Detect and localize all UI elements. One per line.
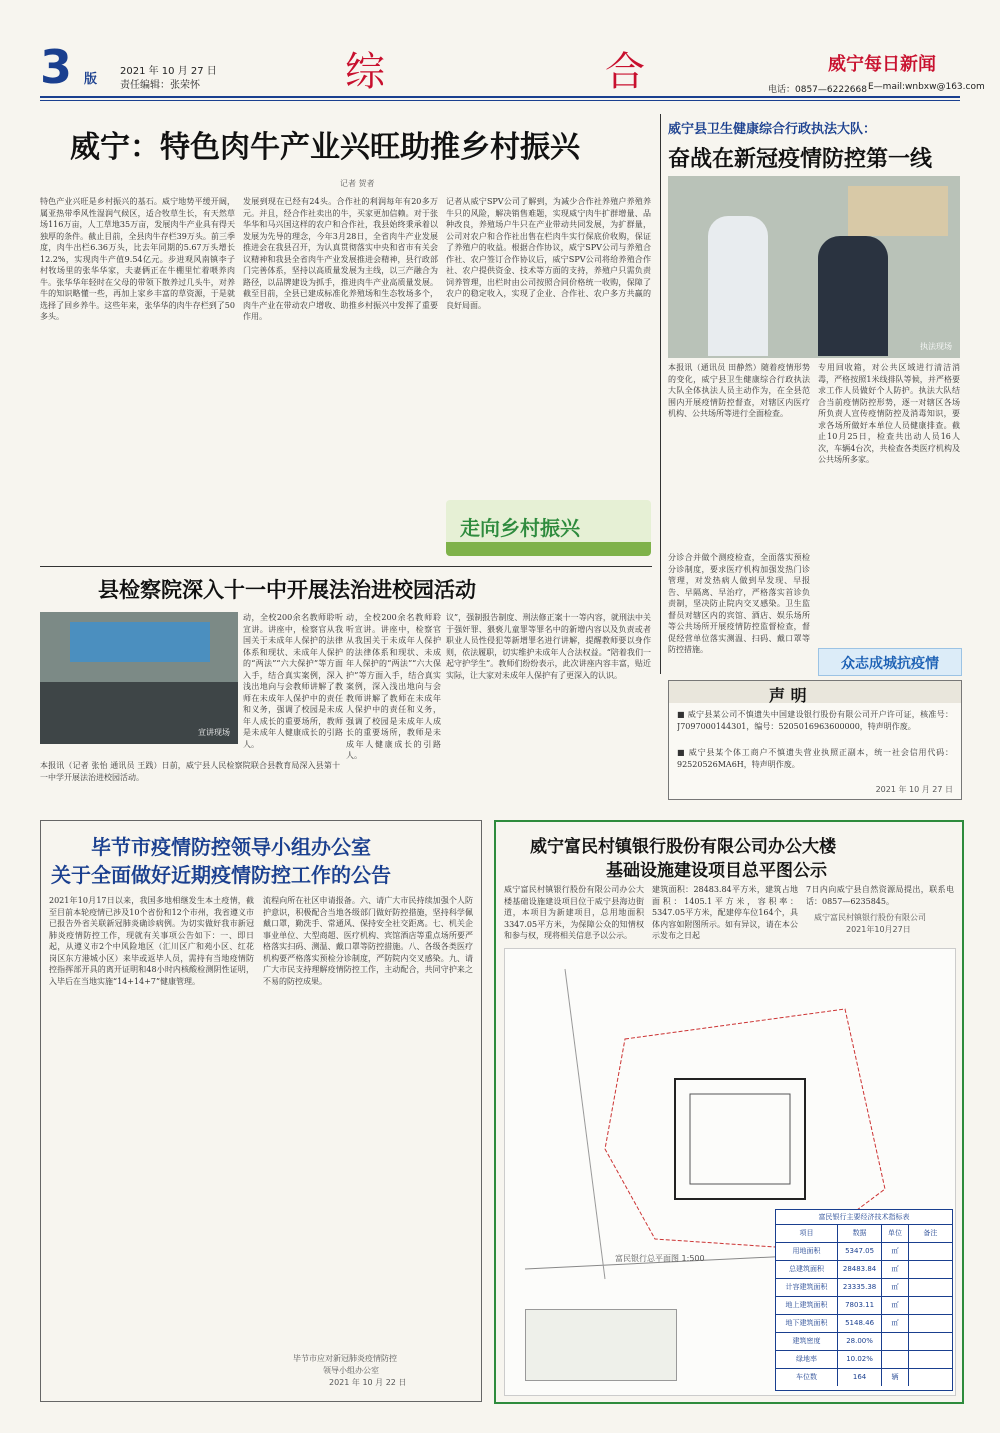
page-number: 3 — [40, 40, 73, 94]
site-plan-drawing — [504, 948, 956, 1396]
table-cell: 总建筑面积 — [776, 1261, 838, 1278]
table-cell: 计容建筑面积 — [776, 1279, 838, 1296]
article5-col1: 威宁富民村镇银行股份有限公司办公大楼基础设施建设项目位于威宁县海边街道，本项目为新建项目，总用地面积3347.05平方米，为保障公众的知情权和参与权，现将相关信息予以公示。 — [504, 885, 644, 940]
table-cell — [909, 1297, 952, 1314]
article4-title-line1: 毕节市疫情防控领导小组办公室 — [91, 835, 371, 859]
table-header-row — [776, 1224, 952, 1242]
table-cell: 绿地率 — [776, 1351, 838, 1368]
road-line-2 — [565, 969, 605, 1279]
article4-col1: 2021年10月17日以来，我国多地相继发生本土疫情，截至目前本轮疫情已涉及10个省份和12个市州，我省遵义市已报告外省关联新冠肺炎确诊病例。为切实做好我市新冠肺炎疫情防控工作，现就有关事项公告如下：一、即日起，从遵义市2个中风险地区（汇川区广和苑小区、红花岗区东方港城小区）来毕或返毕人员，需持有当地疫情防控指挥部开具的离开证明和48小时内核酸检测阴性证明，入毕后在当地实施“14+14+7”健康管理。 — [49, 896, 254, 986]
technical-index-table — [775, 1209, 953, 1391]
article4-date: 2021 年 10 月 22 日 — [329, 1378, 407, 1387]
table-row — [776, 1332, 952, 1350]
table-row — [776, 1296, 952, 1314]
table-cell: ㎡ — [882, 1261, 909, 1278]
photo-screen — [70, 622, 210, 662]
article1-col2: 发展到现在已经有24头。合作社的利润每年有20多万元。并且，经合作社卖出的牛，买家更加信赖。对于张华华和马兴国这样的农户和合作社，我县始终秉承着以发展为先导的理念，今年3月28日，全省肉牛产业发展推进会在我县召开，为认真贯彻落实中央和省市有关会议精神和我县全省肉牛产业发展推进会精神，县行政部门完善体系，坚持以高质量发展为主线，以三产融合为路径，以品牌建设为抓手，推进肉牛产业高质量发展。截至目前，全县已建成标准化养殖场和生态牧场多个，肉牛产业在带动农户增收、助推乡村振兴中发挥了重要作用。 — [243, 197, 438, 321]
table-cell — [909, 1369, 952, 1386]
article3-caption: 本报讯（通讯员 田静然）随着疫情形势的变化，威宁县卫生健康综合行政执法大队全体执法人员主动作为，在全县范围内开展疫情防控督查，对辖区内医疗机构、公共场所等进行全面检查。 — [668, 363, 810, 418]
plan-legend-stamp — [525, 1309, 677, 1381]
table-row — [776, 1350, 952, 1368]
table-cell: 地上建筑面积 — [776, 1297, 838, 1314]
building-footprint — [675, 1079, 805, 1199]
table-cell — [882, 1351, 909, 1368]
photo-figure-doctor — [708, 216, 768, 356]
article3-photo-caption: 执法现场 — [920, 342, 952, 351]
article2-col1: 动，全校200余名教师聆听宣讲。讲座中，检察官从我国关于未成年人保护的法律体系和现状、未成年人保护的“两法”“六大保护”等方面入手，结合真实案例，深入浅出地向与会教师讲解了教师在未成年人保护中的责任和义务，强调了校园是未成年人成长的重要场所，教师是未成年人健康成长的引路人。 — [243, 613, 343, 749]
table-cell: 28.00% — [838, 1333, 882, 1350]
article3-col2: 专用回收箱，对公共区域进行清洁消毒，严格按照1米线排队等候，并严格要求工作人员做好个人防护。执法大队结合当前疫情防控形势，逐一对辖区各场所负责人宣传疫情防控及消毒知识，要求各场所做好本单位人员健康排查。截止10月25日，检查共出动人员16人次，车辆4台次，共检查各类医疗机构及公共场所多家。 — [818, 363, 960, 464]
school-lecture-photo — [40, 612, 238, 744]
table-row — [776, 1278, 952, 1296]
notice-item1: ■ 威宁县某公司不慎遗失中国建设银行股份有限公司开户许可证，核准号：J7097000144301，编号：5205016963600000，特声明作废。 — [677, 710, 953, 731]
banner1-text: 走向乡村振兴 — [460, 516, 580, 540]
article5-date: 2021年10月27日 — [846, 925, 911, 934]
banner-grass — [446, 542, 651, 556]
table-cell — [909, 1243, 952, 1260]
email: E—mail:wnbxw@163.com — [868, 82, 985, 92]
table-row — [776, 1242, 952, 1260]
paper-name: 威宁每日新闻 — [828, 54, 936, 75]
header-rule-thin — [40, 100, 960, 101]
page-suffix: 版 — [84, 72, 98, 87]
article4-title-line2: 关于全面做好近期疫情防控工作的公告 — [51, 863, 391, 887]
issue-date: 2021 年 10 月 27 日 — [120, 66, 217, 77]
table-cell — [909, 1351, 952, 1368]
table-cell: 28483.84 — [838, 1261, 882, 1278]
article1-col1: 特色产业兴旺是乡村振兴的基石。威宁地势平缓开阔，属亚热带季风性湿润气候区，适合牧草生长，有天然草场116万亩，人工草地35万亩，发展肉牛产业具有得天独厚的条件。截止目前，全县肉牛存栏39万头。前三季度，肉牛出栏6.36万头，比去年同期的5.67万头增长12.2%，实现肉牛产值9.54亿元。步进观风南镇李子村牧场里的张华华家，夫妻俩正在牛棚里忙着喂养肉牛。张华华年轻时在父母的带领下散养过几头牛，对养牛的知识略懂一些，再加上家乡丰富的草资源，于是就选择了回乡养牛。这些年来，张华华的肉牛存栏到了50多头。 — [40, 197, 235, 321]
photo-wall-poster — [848, 186, 948, 236]
section-title-char2: 合 — [605, 49, 645, 95]
table-cell: 项目 — [776, 1225, 838, 1242]
notice-title-bar — [669, 681, 961, 703]
article5-title-line1: 威宁富民村镇银行股份有限公司办公大楼 — [530, 837, 836, 857]
table-title: 富民银行主要经济技术指标表 — [818, 1213, 910, 1221]
article5-box — [494, 820, 964, 1404]
table-cell — [882, 1333, 909, 1350]
article5-col2: 建筑面积：28483.84平方米，建筑占地面积：1405.1平方米，容积率：5347.05平方米，配建停车位164个，具体内容如附图所示。如有异议，请在本公示发布之日起 — [652, 885, 798, 940]
table-cell: 数据 — [838, 1225, 882, 1242]
table-row — [776, 1314, 952, 1332]
article2-caption: 本报讯（记者 张怡 通讯员 王践）日前，威宁县人民检察院联合县教育局深入县第十一中学开展法治进校园活动。 — [40, 761, 340, 782]
article2-col2: 议”，强制报告制度、刑法修正案十一等内容，就刑法中关于强奸罪、猥亵儿童罪等罪名中的新增内容以及负责或者职业人员性侵犯等新增罪名进行讲解，提醒教师要以身作则，依法履职，切实维护未成年人合法权益。“陪着我们一起守护学生”。教师们纷纷表示，此次讲座内容丰富，贴近实际，让大家对未成年人保护有了更深入的认识。 — [446, 613, 651, 680]
article1-col3: 记者从威宁SPV公司了解到，为减少合作社养殖户养殖养牛只的风险，解决销售难题，实现威宁肉牛扩群增量、品种改良，养殖场户牛只在产业带动共同发展，为扩群量，公司对农户和合作社出售在栏肉牛实行保底价收购，保证了养殖户的收益。根据合作协议，威宁SPV公司与养殖合作社、农户签订合作协议后，威宁SPV公司将给养殖合作社、农户提供资金、技术等方面的支持，养殖户只需负责饲养管理，出栏时由公司按照合同价格统一收购，保障了农户的稳定收入，实现了企业、合作社、农户多方共赢的良好局面。 — [446, 197, 651, 310]
article5-col3: 7日内向威宁县自然资源局提出，联系电话：0857—6235845。 — [806, 885, 954, 906]
article3-col1: 分诊合并做个测疫检查，全面落实预检分诊制度，要求医疗机构加强发热门诊管理，对发热病人做到早发现、早报告、早隔离、早治疗，严格落实首诊负责制，坚决防止院内交叉感染。卫生监督员对辖区内的宾馆、酒店、娱乐场所等公共场所开展疫情防控监督检查，督促经营单位落实测温、扫码、戴口罩等防控措施。 — [668, 553, 810, 654]
editor: 责任编辑：张荣怀 — [120, 80, 200, 91]
anti-epidemic-banner — [818, 648, 962, 676]
article4-sign2: 领导小组办公室 — [323, 1366, 379, 1375]
section-title-char1: 综 — [345, 49, 385, 95]
table-row — [776, 1260, 952, 1278]
table-cell — [909, 1261, 952, 1278]
article1-title: 威宁：特色肉牛产业兴旺助推乡村振兴 — [70, 130, 580, 165]
article2-col1b: 动，全校200余名教师聆听宣讲。讲座中，检察官从我国关于未成年人保护的法律体系和现状、未成年人保护的“两法”“六大保护”等方面入手，结合真实案例，深入浅出地向与会教师讲解了教师在未成年人保护中的责任和义务，强调了校园是未成年人成长的重要场所，教师是未成年人健康成长的引路人。 — [346, 613, 441, 760]
table-cell: ㎡ — [882, 1279, 909, 1296]
table-cell: 5148.46 — [838, 1315, 882, 1332]
building-inner — [690, 1094, 790, 1184]
table-cell: 7803.11 — [838, 1297, 882, 1314]
table-cell: 164 — [838, 1369, 882, 1386]
table-cell — [909, 1315, 952, 1332]
table-cell: ㎡ — [882, 1297, 909, 1314]
column-divider — [660, 114, 661, 674]
table-cell: 备注 — [923, 1229, 938, 1237]
article2-title: 县检察院深入十一中开展法治进校园活动 — [98, 578, 476, 602]
table-body — [776, 1224, 952, 1386]
table-cell: 23335.38 — [838, 1279, 882, 1296]
table-cell: ㎡ — [882, 1315, 909, 1332]
notice-item2: ■ 威宁县某个体工商户不慎遗失营业执照正副本，统一社会信用代码：92520526MA6H，特声明作废。 — [677, 748, 953, 769]
banner2-text: 众志成城抗疫情 — [841, 656, 939, 672]
article2-top-rule — [40, 566, 652, 567]
notice-box — [668, 680, 962, 800]
table-cell: 10.02% — [838, 1351, 882, 1368]
article5-sign: 威宁富民村镇银行股份有限公司 — [814, 913, 926, 922]
phone: 电话：0857—6222668 — [768, 85, 867, 95]
plan-title: 富民银行总平面图 1:500 — [615, 1254, 705, 1263]
article1-byline: 记者 贺者 — [340, 179, 375, 188]
table-cell: 用地面积 — [776, 1243, 838, 1260]
table-row — [776, 1368, 952, 1386]
table-cell — [909, 1279, 952, 1296]
article4-sign1: 毕节市应对新冠肺炎疫情防控 — [293, 1354, 397, 1363]
article2-photo-caption: 宣讲现场 — [198, 728, 230, 737]
table-cell: 5347.05 — [838, 1243, 882, 1260]
article4-col2: 流程向所在社区申请报备。六、请广大市民持续加强个人防护意识，积极配合当地各级部门做好防控措施，坚持科学佩戴口罩，勤洗手、常通风、保持安全社交距离。七、机关企事业单位、大型商超、医疗机构、宾馆酒店等重点场所要严格落实扫码、测温、戴口罩等防控措施。八、各级各类医疗机构要严格落实预检分诊制度，严防院内交叉感染。九、请广大市民支持理解疫情防控工作，主动配合，共同守护来之不易的防控成果。 — [263, 896, 473, 986]
table-cell — [909, 1333, 952, 1350]
header-rule — [40, 96, 960, 98]
table-cell: 车位数 — [776, 1369, 838, 1386]
rural-revitalization-banner — [446, 500, 651, 556]
table-cell: 建筑密度 — [776, 1333, 838, 1350]
table-cell: ㎡ — [882, 1243, 909, 1260]
article3-kicker: 威宁县卫生健康综合行政执法大队： — [668, 122, 877, 137]
table-cell: 辆 — [882, 1369, 909, 1386]
notice-title: 声 明 — [769, 686, 807, 705]
table-cell: 地下建筑面积 — [776, 1315, 838, 1332]
photo-figure-officer — [818, 236, 888, 356]
article5-title-line2: 基础设施建设项目总平图公示 — [606, 861, 827, 881]
epidemic-inspection-photo — [668, 176, 960, 358]
notice-date: 2021 年 10 月 27 日 — [875, 785, 953, 794]
article4-box — [40, 820, 482, 1402]
table-cell: 单位 — [882, 1225, 909, 1242]
article3-title: 奋战在新冠疫情防控第一线 — [668, 147, 933, 172]
